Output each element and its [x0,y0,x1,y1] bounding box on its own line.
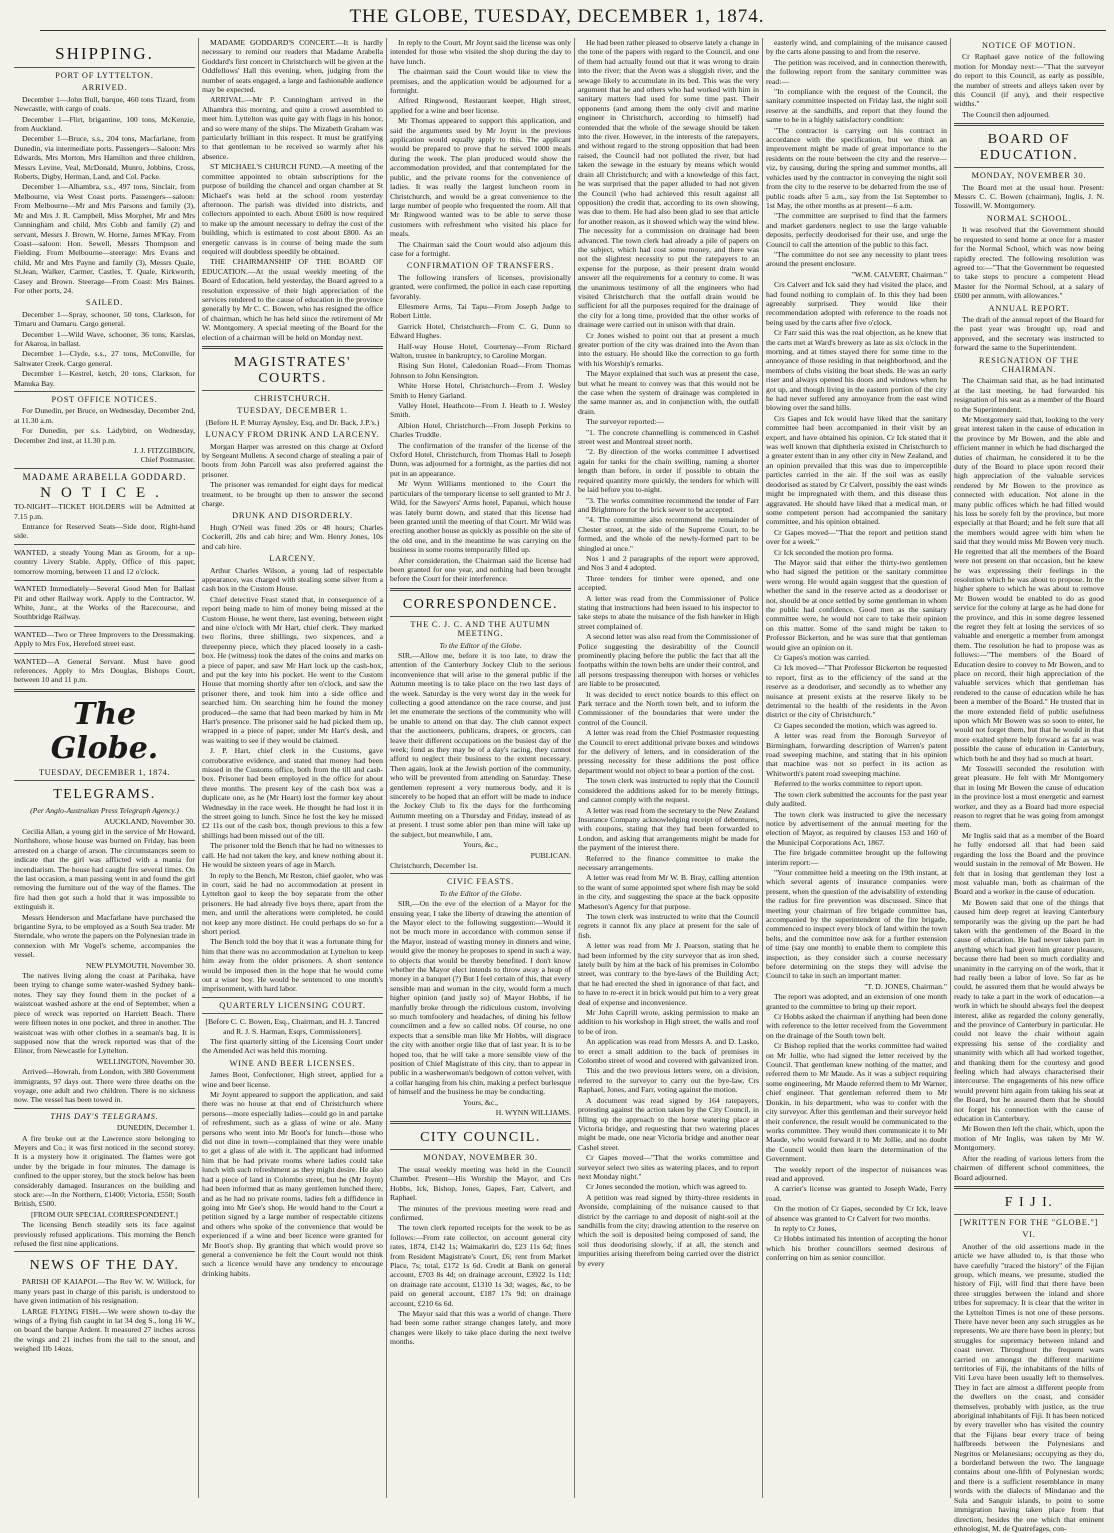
court-text: The Bench told the boy that it was a fortunate thing for him that there was no accommodation at Lyttelton to keep him away from the older prisoners. A short sentence would be imposed then in the hope that he would come out a wiser boy. He would be sentenced to one month's imprisonment, with hard labor. [202,937,383,994]
court-text: J. P. Hart, chief clerk in the Customs, gave corroborative evidence, and stated that money had been missed in the Customs office, both from the till and cash-box. Prisoner had been employed in the office for about three months. The present key of the cash box was a duplicate one, as he (Mr Heart) lost the former key about Wednesday in the race week. He thought he had lost it in the street going to lunch. Since he lost the key he missed £2 11s out of the cash box, though previous to this a few shillings had been missed out of the till. [202,746,383,840]
column-rule [950,38,951,1498]
board-text: After the reading of various letters from the chairmen of different school committees, the Board adjourned. [954,1153,1104,1182]
court-text: In reply to the Court, Mr Joynt said the license was only intended for those who visited the shop during the day to have lunch. [390,38,571,66]
arrival-entry: December 1—Flirt, brigantine, 100 tons, McKenzie, from Auckland. [14,114,195,134]
telegrams-source: (Per Anglo-Australian Press Telegraph Agency.) [30,806,179,816]
council-text: Cr Bishop replied that the works committee had waited on Mr Jollie, who had signed the letter received by the Council. That gentleman knew nothing of the matter, and referred them to Mr Maude. As it was a subject requiring some engineering, Mr Maude referred them to Mr Warner, chief engineer. That gentleman referred them to Mr Donkin, in his department, who was to confer with the city surveyor. After this gentleman and their surveyor held their conference, the result would be communicated to the works committee. They would then communicate it to Mr Maude, who would forward it to Mr Jollie, and no doubt the Council would then learn the determination of the Government. [766,1041,947,1164]
court-text: Mr Joynt appeared to support the application, and said there was no house at that end of Christchurch where persons—more especially ladies—could go in and partake of refreshment, such as a glass of wine or ale. Many persons who went into Mr Boot's for lunch—those who did not dine in town—complained that they were unable to get a glass of ale with it. The applicant had informed him that he had private rooms where ladies could take lunch with such refreshment as they might desire. He also had a piece of land in Colombo street, but he (Mr Joynt) had been informed that as many gentlemen lunched there, and as he had no private rooms, ladies felt a diffidence in going into Mr Gee's shop. He would hand to the Court a petition signed by a large number of respectable citizens and others who spoke of the convenience that would be experienced if a wine and beer licence were granted for Mr Boot's shop. By granting that which would prove so general a convenience he felt the Court would not think such a licence would have any tendency to encourage drinking habits. [202,1090,383,1278]
divider [14,626,195,627]
notice-text: Entrance for Reserved Seats—Side door, Right-hand side. [14,522,195,541]
telegram-text: Arrived—Howrah, from London, with 380 Government immigrants, 97 days out. There were three deaths on the voyage, one adult and two children. There is no sickness now. The vessel has been towed in. [14,1067,195,1105]
court-text: Mr Wynn Williams mentioned to the Court the particulars of the temporary license to sell granted to Mr J. Wild, for the Sawyers' Arms hotel, Papanui, which house was lately burnt down, and stated that this license had been granted until the meeting of that Court. Mr Wild was erecting another house as quickly as possible on the site of the old one, and in the meantime he was carrying on the business in some rooms temporarily filled up. [390,479,571,555]
letter-closing: Yours, &c., [462,1097,499,1107]
telegram-place: NEW PLYMOUTH, November 30. [85,960,195,970]
case-heading: LUNACY FROM DRINK AND LARCENY. [205,430,380,440]
council-text: The town clerk was instructed to write that the Council regrets it cannot fix any place at present for the sale of fish. [578,911,759,940]
globe-nameplate: The Globe. [50,696,159,766]
council-text: The minutes of the previous meeting were read and confirmed. [390,1203,571,1222]
news-item: PARISH OF KAIAPOI.—The Rev W. W. Willock, for many years past in charge of this parish, is understood to have given intimation of his resignation. [14,1277,195,1306]
news-item: MADAME GODDARD'S CONCERT.—It is hardly necessary to remind our readers that Madame Arabella Goddard's first concert in Christchurch will be given at the Oddfellows' Hall this evening, when, judging from the number of seats engaged, a large and fashionable audience may be expected. [202,38,383,95]
telegram-place: AUCKLAND, November 30. [104,816,195,826]
council-text: Mr John Caprill wrote, asking permission to make an addition to his workshop in High street, the walls and roof to be of iron. [578,1008,759,1036]
court-text: Alfred Ringwood, Restaurant keeper, High street, applied for a wine and beer license. [390,96,571,115]
council-text: Crs Calvert and Ick said they had visited the place, and had found nothing to complain of. In this they had been agreeably surprised. They would like their recommendation adopted with reference to the roads not being used by the carts after five o'clock. [766,280,947,327]
column-3 [390,38,571,1498]
news-item: ST MICHAEL'S CHURCH FUND.—A meeting of the committee appointed to obtain subscriptions for the purpose of building the chancel and organ chamber at St Michael's was held at the school room yesterday afternoon. The parish was divided into districts, and collectors appointed to each. About £600 is now required to make up the amount necessary to defray the cost of the building, which is estimated to cost about £800. As an energetic canvass is in course of being made the sum required will doubtless speedily be obtained. [202,162,383,256]
news-item: ARRIVAL.—Mr P. Cunningham arrived in the Alhambra this morning, and quite a crowd assembled to meet him. Lyttelton was quite gay with flags in his honor, and so were many of the ships. The Mizabeth Graham was particularly brilliant in this respect. It must be gratifying to that gentleman to be received so warmly after his absence. [202,95,383,161]
council-text: On the motion of Cr Gapes, seconded by Cr Ick, leave of absence was granted to Cr Calvert for two months. [766,1204,947,1223]
council-text: The town clerk reported receipts for the week to be as follows:—From rate collector, on account general city rates, 1874, £142 1s; Waimakariri do, £23 11s 6d; fines from Resident Magistrate's Court, £6; rent from Market Place, 7s; total, £172 1s 6d. Credit at Bank on general account, £703 8s 4d; on drainage account, £3922 1s 11d; on drainage rate account, £1310 1s 3d; wages, &c, to be paid on general account, £187 17s 9d; on drainage account, £210 6s 6d. [390,1223,571,1308]
wanted-ad: WANTED Immediately—Several Good Men for Ballast Pit and other Railway work. Apply to the Contractor, W. White, Junr., at the Works of the Racecourse, and Southbridge Railway. [14,584,195,622]
council-text: The Mayor said that this was a world of change. There had been some rather strange changes lately, and more changes were likely to take place during the next twelve months. [390,1308,571,1347]
council-text: A letter was read from the secretary to the New Zealand Insurance Company acknowledging receipt of debentures, with coupons, stating that they had been forwarded to London, and asking that arrangements might be made for the payment of the interest there. [578,805,759,853]
telegram-text: Cecilia Allan, a young girl in the service of Mr Howard, Northshore, whose house was burned on Friday, has been arrested on a charge of arson. The circumstances seem to indicate that the girl was afflicted with a mania for incendiarism. The house had caught fire several times. On the last occasion, a man passing went in and found the girl removing the furniture out of the way of the flames. The fire had then got such a hold that it was impossible to extinguish it. [14,826,195,912]
council-text: A second letter was also read from the Commissioner of Police suggesting the desirability of the Council prominently placing before the public the fact that all the footpaths within the town belts are under their control, and all persons trespassing thereupon with horses or vehicles are liable to be prosecuted. [578,632,759,689]
letter-heading: CIVIC FEASTS. [446,877,515,887]
council-text: Cr Gapes seconded the motion, which was agreed to. [774,720,938,730]
council-text: "1. The concrete channelling is commenced in Cashel street west and Montreal street north. [578,427,759,447]
arrival-entry: December 1—John Bull, barque, 460 tons Tizard, from Newcastle, with cargo of coals. [14,94,195,114]
council-text: Cr Hobbs intimated his intention of accepting the honor which his brother councillors seemed desirous of conferring on him as senior councillor. [766,1234,947,1263]
sailing-entry: December 1—Kestrel, ketch, 20 tons, Clarkson, for Manuka Bay. [14,369,195,388]
council-text: Cr Farr said this was the real objection, as he knew that the carts met at Ward's brewery as late as six o'clock in the morning, and at times stayed there for some time to the annoyance of those residing in that neighborhood, and the members of clubs visiting the boat sheds. He was an early riser and always opened his doors and windows when he got up, and though living in the eastern portion of the city he had never suffered any annoyance from the east wind blowing over the sand hills. [766,328,947,413]
board-heading: BOARD OF EDUCATION. [979,132,1079,164]
council-text: The surveyor reported:— [586,417,665,427]
council-text: Referred to the works committee to report upon. [774,779,923,789]
board-text: The Board met at the usual hour. Present: Messrs C. C. Bowen (chairman), Inglis, J. N. Tosswill, W. Montgomery. [954,182,1104,211]
news-item: LARGE FLYING FISH.—We were shown to-day the wings of a flying fish caught in lat 34 deg S., long 16 W., on board the barque Ardent. It measured 27 inches across the wings and 21 inches from the tail to the snout, and weighed 1lb 14ozs. [14,1306,195,1354]
letter-text: SIR,—On the eve of the election of a Mayor for the ensuing year, I take the liberty of drawing the attention of the Mayor elect to the following suggestion:—Would it not be much more in accordance with common sense if the Mayor, instead of wasting money in dinners and wine, would give the money he proposes to spend in such a way, to objects that would be thereby benefited. I don't know whether the Mayor elect intends to throw away a heap of money in a banquet (?) But I feel certain of this, that every sensible man and woman in the city, would form a much higher opinion (and justly so) of Mayor Hobbs, if he manfully broke through the ridiculous custom, involving so much tomfoolery and headaches, of dining his fellow councilmen and a few so called nobs. Of course, no one expects that a sensible man like Mr Hobbs, will disgrace the city with another orgie like that of last year. It is to be hoped too, that he will take a more sensible view of the position of Chief Magistrate of this city, than to appear in public in a washerwoman's bedgown of cotton velvet, with a collar hanging from his chin, making a perfect burlesque of himself and the business he may be conducting. [390,899,571,1097]
council-text: easterly wind, and complaining of the nuisance caused by the carts alone passing to and from the reserve. [766,38,947,57]
transfer-entry: Albion Hotel, Christchurch—From Joseph Perkins to Charles Truddle. [390,420,571,440]
court-before: (Before H. P. Murray Aynsley, Esq, and Dr. Back, J.P.'s.) [205,417,380,427]
divider [14,780,195,781]
council-text: A letter was read from Mr W. B. Bray, calling attention to the want of some appointed spot where fish may be sold in the city, and suggesting the space at the back opposite Matheson's Agency for that purpose. [578,873,759,911]
court-text: The prisoner told the Bench that he had no witnesses to call. He had not taken the key, and knew nothing about it. He would be sixteen years of age in March. [202,841,383,870]
transfer-entry: Half-way House Hotel, Courtenay—From Richard Walton, trustee in bankruptcy, to Caroline Morgan. [390,341,571,360]
court-text: Chief detective Feast stated that, in consequence of a report being made to him of money being missed at the Custom House, he went there, last evening, between eight and nine o'clock with Mr Hart, chief clerk. They marked two florins, three shillings, two sixpences, and a threepenny piece, which they placed loosely in a cash-box. He (witness) took the dates of the coins and marks on a piece of paper, and saw Mr Hart lock up the cash-box, and put the key into his pocket. He went to the Custom House that morning shortly after ten o'clock, and saw the prisoner there, and took him into a side office and searched him. On searching him he found the money produced—the same that had been marked by him in Mr Hart's presence. The prisoner said he had picked them up, wrapped in a piece of paper, under Mr Hart's desk, and was waiting to see if they would be claimed. [202,594,383,745]
council-text: "Your committee held a meeting on the 19th instant, at which several agents of insurance companies were present, when the question of the advisability of extending the radius for fire prevention was discussed. Since that meeting your chairman of fire brigade committee has, accompanied by the superintendent of the fire brigade, commenced to inspect every block of land within the town belts, and the committee now ask for a further extension of time (say one month) to enable them to complete this inspection, as they consider such a course necessary before determining on the steps they will advise the Council to take in such an important matter. [766,867,947,981]
case-heading: CONFIRMATION OF TRANSFERS. [406,261,555,271]
fiji-number: VI. [1022,1230,1036,1240]
report-signature: "W.M. CALVERT, Chairman." [851,269,947,279]
telegram-text: Messrs Henderson and Macfarlane have purchased the brigantine Syra, to be employed as a South Sea trader. Mr Sterndale, who wrote the papers on the Polynesian trade in connexion with Mr Vogel's scheme, accompanies the vessel. [14,912,195,960]
post-notice: For Dunedin, per Bruce, on Wednesday, December 2nd, at 11.30 a.m. [14,406,195,425]
council-text: A letter was read from the Chief Postmaster requesting the Council to erect additional private boxes and windows for the delivery of letters, and in consideration of the pressing necessity for these additions the post office department would not object to bear a portion of the cost. [578,728,759,775]
council-text: A letter was read from the Borough Surveyor of Birmingham, forwarding description of Warren's patent road sweeping machine, and stating that in his opinion that machine was not so perfect in its action as Whitworth's patent road sweeping machine. [766,731,947,778]
board-text: The Chairman said that, as he had intimated at the last meeting, he had forwarded his resignation of his seat as a member of the Board to the Superintendent. [954,376,1104,414]
divider [954,123,1104,126]
court-text: James Boot, Confectioner, High street, applied for a wine and beer license. [202,1070,383,1089]
transfer-entry: Garrick Hotel, Christchurch—From C. G. Dunn to Edward Hughes. [390,321,571,341]
transfer-entry: Rising Sun Hotel, Caledonian Road—From Thomas Johnson to John Kensington. [390,361,571,380]
council-text: The town clerk submitted the accounts for the past year duly audited. [766,789,947,809]
telegram-place: WELLINGTON, November 30. [96,1056,195,1066]
board-text: Mr Tosswill seconded the resolution with great pleasure. He felt with Mr Montgomery that in losing Mr Bowen the cause of education in the province lost a most energetic and earnest worker, and they as a Board had more especial reason to regret that he was going from amongst them. [954,764,1104,830]
council-text: The town clerk was instructed to give the necessary notice by advertisement of the annual meeting for the election of Mayor, as required by clauses 153 and 160 of the Municipal Corporations Act, 1867. [766,809,947,847]
news-item: THE CHAIRMANSHIP OF THE BOARD OF EDUCATION.—At the usual weekly meeting of the Board of Education, held yesterday, the Board agreed to a resolution expressive of their high appreciation of the services rendered to the cause of education in the province generally by Mr C. C. Bowen, who has resigned the office of chairman, which he has held since the retirement of Mr W. Montgomery. A special meeting of the Board for the election of a chairman will be held on Monday next. [202,257,383,342]
column-rule [762,38,763,1498]
divider [202,346,383,349]
court-text: Morgan Harper was arrested on this charge at Oxford by Sergeant Mullens. A second charge of stealing a pair of boots from John Parcell was also preferred against the prisoner. [202,441,383,479]
board-text: Mr Bowen said that one of the things that caused him deep regret at leaving Canterbury temporarily was the giving up the part he had taken with the gentlemen of the Board in the cause of education. He had never taken part in anything which had given him greater pleasure, because there had been so much cordiality and unanimity in the carrying on of the work, that it had really been a labor of love. So far as he could, he assured them that he would always be ready to take a part in the work of education—a work in which he should always feel the deepest interest, alike as regarded the colony generally, and the province of Canterbury in particular. He could not leave the chair without again expressing his sense of the cordiality and unanimity with which all had worked together, and thanking them for the courtesy and good feeling which had always characterised their intercourse. The engagements of his new office would prevent him again from taking his seat at the Board, but he assured them that he should not forget his connection with the cause of education in Canterbury. [954,897,1104,1124]
transfer-entry: Valley Hotel, Heathcote—From J. Heath to J. Wesley Smith. [390,401,571,420]
council-text: In reply to Cr Jones, [774,1223,837,1233]
council-text: "The contractor is carrying out his contract in accordance with the specification, but we think an improvement might be made of great importance to the residents on the route between the city and the reserve—viz, by causing, during the spring and summer months, all vehicles used by the contractor in conveying the night soil from the city to the reserve to be debarred from the use of public roads after 5 a.m., say from the 1st September to 1st May, the other months as at present—6 a.m. [766,125,947,210]
council-text: A letter was read from the Commissioner of Police stating that instructions had been issued to his inspector to take steps to abate the nuisance of the fish hawker in High street complained of. [578,593,759,631]
court-text: After consideration, the Chairman said the license had been granted for one year, and nothing had been brought before the Court for their interference. [390,555,571,584]
letter-address: To the Editor of the Globe. [439,888,522,898]
christchurch-heading: CHRISTCHURCH. [254,394,331,403]
letter-address: To the Editor of the Globe. [439,640,522,650]
case-heading: LARCENY. [269,554,316,564]
court-text: The Chairman said the Court would also adjourn this case for a fortnight. [390,239,571,258]
divider [390,616,571,617]
council-text: Cr Ick seconded the motion pro forma. [774,547,894,557]
board-subheading: ANNUAL REPORT. [988,303,1070,313]
fiji-subheading: [WRITTEN FOR THE "GLOBE."] [959,1217,1099,1227]
court-text: The first quarterly sitting of the Licensing Court under the Amended Act was held this morning. [202,1037,383,1056]
board-text: It was resolved that the Government should be requested to send home at once for a master for the Normal School, which was now being rapidly erected. The following resolution was agreed to:—"That the Government be requested to take steps to procure a competent Head Master for the Normal School, at a salary of £600 per annum, with allowances." [954,225,1104,301]
column-6 [954,38,1104,1533]
council-text: Cr Raphael gave notice of the following motion for Monday next:—"That the surveyor do report to this Council, as early as possible, the number of streets and alleys taken over by this Council (if any), and their respective widths." [954,52,1104,109]
divider [14,580,195,581]
wanted-ad: WANTED—Two or Three Improvers to the Dressmaking. Apply to Mrs Fox, Hereford street east. [14,629,195,649]
port-heading: PORT OF LYTTELTON. [55,71,154,80]
arrived-heading: ARRIVED. [81,83,128,93]
divider [14,544,195,545]
arrival-entry: December 1—Bruce, s.s., 204 tons, Macfarlane, from Dunedin, via intermediate ports. Passengers—Saloon: Mrs Edwards, Mrs Morton, Mrs Hamilton and three children, Messrs Levine, Veal, McDonald, Munro, Jobbins, Cross, Roberts, Digby, Herman, Land, and Col. Packe. [14,134,195,182]
days-telegrams-heading: THIS DAY'S TELEGRAMS. [50,1111,159,1121]
divider [14,67,195,68]
council-text: Crs Gapes and Ick would have liked that the sanitary committee had been accompanied in their visit by an expert, and have obtained his opinion. Cr Ick stated that it was well known that diphtheria existed in Christchurch to a greater extent than in any other city in New Zealand, and an opinion prevailed that this was due to imperceptible particles carried in the air. If the soil was as easily deodorised as stated by Cr Calvert, possibly the east winds might be impregnated with them, and this disease thus aggravated. He should have liked that a medical man, or some competent person had accompanied the sanitary committee, and his opinion obtained. [766,413,947,527]
telegram-place: DUNEDIN, December 1. [116,1123,195,1133]
divider [14,468,195,469]
post-notice: For Dunedin, per s.s. Ladybird, on Wednesday, December 2nd inst, at 11.30 p.m. [14,426,195,445]
post-office-heading: POST OFFICE NOTICES. [51,395,158,404]
divider [954,1186,1104,1189]
court-text: The prisoner was remanded for eight days for medical treatment, to be brought up then to answer the second charge. [202,480,383,509]
council-text: The petition was received, and in connection therewith, the following report from the sanitary committee was read:— [766,57,947,86]
letter-heading: THE C. J. C. AND THE AUTUMN MEETING. [410,619,551,639]
court-text: Arthur Charles Wilson, a young lad of respectable appearance, was charged with stealing some silver from a cash box in the Custom House. [202,565,383,594]
council-text: The Mayor said that either the thirty-two gentlemen who had signed the petition or the sanitary committee were wrong. He would again suggest that the question of whether the sand in the reserve acted as a deodoriser or not, should be at once settled by some gentleman in whom the public had confidence. Good men as the sanitary committee were, he would not care to take their opinion on this matter. Some of the sand might be taken to Professor Bickerton, and he was sure that that gentleman would give an opinion on it. [766,557,947,652]
letter-place: Christchurch, December 1st. [390,860,478,870]
council-text: An application was read from Messrs A. and D. Lasko, to erect a small addition to the back of premises in Colombo street of wood and covered with galvanized iron. [578,1037,759,1066]
wanted-ad: WANTED, a steady Young Man as Groom, for a up-country Livery Stable. Apply, Office of this paper, tomorrow morning, between 11 and 12 o'clock. [14,547,195,576]
council-text: Cr Jones wished to point out that at present a much greater portion of the city was drained into the Avon than into the estuary. He should like the correction to go forth with his Worship's remarks. [578,330,759,368]
council-text: A letter was read from Mr J. Pearson, stating that he had been informed by the city surveyor that as iron shed, lately built by him at the back of his premises in Colombo street, was contrary to the bye-laws of the Building Act; that he had erected the shed in ignorance of that fact, and to have to re-erect it in brick would put him to a very great deal of expense and inconvenience. [578,941,759,1007]
court-text: The chairman said the Court would like to view the premises, and the application would be adjourned for a fortnight. [390,67,571,96]
board-subheading: NORMAL SCHOOL. [986,213,1072,223]
council-text: A petition was read signed by thirty-three residents in Avonside, complaining of the nuisance caused to that district by the carriage to and deposit of night-soil at the sandhills from the city; drawing attention to the reserve on which the soil is deposited being composed of sand, the soil thus deodorising slowly, if at all, the stench and impurities arising therefrom being carried over the district by every [578,1192,759,1268]
column-rule [574,38,575,1498]
court-text: In reply to the Bench, Mr Reston, chief gaoler, who was in court, said he had no accommodation at present in Lyttelton gaol to keep the boy separate from the other prisoners. He had already five boys there, apart from the men, and until the alterations were completed, he could not keep any more distinct. He could perhaps do so for a short period. [202,870,383,936]
council-text: He had been rather pleased to observe lately a change in the tone of the papers with regard to the Council, and one of them had actually found out that it was wrong to drain into the river; that the Avon was a sluggish river, and the sewage likely to accumulate in its bed. This was the very argument that he and others who had worked with him in sanitary matters had used for some time past. Their opponents (and among them the only civil and marine engineer in Christchurch, according to himself) had contended that the whole of the sewage should be taken into the river. However, in the interests of the ratepayers, and without regard to the strong opposition that had been raised, the Council had not polluted the river, but had taken the sewage in the estuary by means which would drain all Christchurch; and with a knowledge of this fact, he was surprised that the paper alluded to had not given the Council (who had achieved this result against all opposition) the credit that, according to its own showing, was due to them. He had also been glad to see that article for another reason, as it showed which way the wind blew. The necessity for a commission on drainage had been advanced. The town clerk had already a pile of papers on the subject, which had cost some money, and there was not the slightest necessity to put the ratepayers to an expense for the purpose, as their present drain would answer all the requirements for a century to come. It was the unanimous testimony of all the engineers who had visited Christchurch that the outfall drain would be sufficient for all the purposes required for the drainage of the city for a long time, provided that the other works of drainage were carried out in unison with that drain. [578,38,759,330]
sailing-entry: December 1—Wild Wave, schooner, 36 tons, Karslas, for Akaroa, in ballast. [14,329,195,348]
council-text: Cr Ick moved—"That Professor Bickerton be requested to report, first as to the efficiency of the sand at the reserve as a deodoriser, and secondly as to whether any nuisance at present exists at the reserve likely to be detrimental to the health of the residents in the Avon district or the city of Christchurch." [766,663,947,720]
divider [14,689,195,692]
transfer-entry: Ellesmere Arms, Tai Tapu—From Joseph Judge to Robert Little. [390,301,571,321]
board-text: Mr Montgomery said that, looking to the very great interest taken in the cause of education in the province by Mr Bowen, and the able and efficient manner in which he had discharged the duties of chairman, he considered it to be the duty of the Board to place upon record their high appreciation of the valuable services rendered by Mr Bowen to the province as connected with education. Not alone in the many public offices which he had filled would his loss be sorely felt by the province, but more especially at that Board; and he felt sure that all the members would agree with him when he said that they would miss Mr Bowen very much. He regretted that all the members of the Board were not present on that occasion, but he knew he was expressing their feelings in the resolution which he was about to propose. In the higher sphere to which he was about to remove Mr Bowen would be enabled to do as good service for the colony at large as he had done for the province, and this in some degree lessened the regret they felt at losing the services of so valuable and energetic a member from amongst them. The resolution he had to propose was as follows:—"The members of the Board of Education desire to convey to Mr Bowen, and to place on record, their high appreciation of the valuable services which that gentleman has rendered to the cause of education while he has been a member of the Board." He trusted that in the more extended field of public usefulness upon which Mr Bowen was so soon to enter, he would not forget them, but that he would in that more exalted sphere help forward as far as was possible the cause of education in Canterbury, which both he and they had so much at heart. [954,415,1104,763]
correspondent-note: [FROM OUR SPECIAL CORRESPONDENT.] [31,1209,178,1219]
council-text: The Council then adjourned. [962,109,1050,119]
divider [390,1149,571,1150]
council-text: "3. The works committee recommend the tender of Farr and Brightmore for the brick sewer to be accepted. [578,495,759,514]
masthead-rule [40,30,1106,31]
council-date: MONDAY, NOVEMBER 30. [423,1153,538,1163]
case-heading: WINE AND BEER LICENSES. [229,1058,356,1068]
correspondence-heading: CORRESPONDENCE. [402,596,559,612]
city-council-heading: CITY COUNCIL. [420,1130,541,1146]
divider [390,1121,571,1124]
notice-word: NOTICE. [40,485,169,502]
motion-heading: NOTICE OF MOTION. [981,41,1077,50]
divider [202,1013,383,1014]
column-rule [386,38,387,1498]
council-text: It was decided to erect notice boards to this effect on Park terrace and the North town belt, and to inform the Commissioner of the boundaries that were under the control of the Council. [578,689,759,727]
council-text: Cr Jones seconded the motion, which was agreed to. [586,1182,747,1192]
case-heading: DRUNK AND DISORDERLY. [232,511,353,521]
divider [390,873,571,874]
column-5 [766,38,947,1498]
divider [202,997,383,998]
divider [954,167,1104,168]
board-date: MONDAY, NOVEMBER 30. [971,171,1087,181]
court-text: Hugh O'Neil was fined 20s or 48 hours; Charles Cockerill, 20s and cab hire; and Wm. Henry Jones, 10s and cab hire. [202,522,383,551]
dateline: TUESDAY, DECEMBER 1, 1874. [38,766,171,777]
council-text: A document was read signed by 164 ratepayers, protesting against the action taken by the City Council, in filling up the approach to the horse watering place at Victoria bridge, and requesting that two watering places might be made, one near Victoria bridge and another near Cashel street. [578,1095,759,1152]
board-text: The draft of the annual report of the Board for the past year was brought up, read and approved, and the secretary was instructed to forward the same to the Superintendent. [954,314,1104,353]
goddard-ad-heading: MADAME ARABELLA GODDARD. [22,471,187,482]
council-text: The weekly report of the inspector of nuisances was read and approved. [766,1164,947,1183]
council-text: "The committee are surprised to find that the farmers and market gardeners neglect to use the large valuable deposits, perfectly deodorised for their use, and urge the Council to call the attention of the public to this fact. [766,211,947,249]
council-text: Nos 1 and 2 paragraphs of the report were approved, and Nos 3 and 4 adopted. [578,553,759,573]
notice-text: TO-NIGHT—TICKET HOLDERS will be Admitted at 7.15 p.m. [14,502,195,521]
council-text: The report was adopted, and an extension of one month granted to the committee to bring up their report. [766,992,947,1011]
divider [14,1251,195,1252]
sailing-entry: December 1—Clyde, s.s., 27 tons, McConville, for Saltwater Creek. Cargo general. [14,349,195,368]
column-1 [14,38,195,1498]
council-text: Cr Gapes moved—"That the report and petition stand over for a week." [766,527,947,547]
council-text: The Mayor explained that such was at present the case, but what he meant to convey was that this would not be the case when the system of drainage was completed in the same manner as, and in conjunction with, the outfall drain. [578,369,759,416]
council-text: Cr Gapes's motion was carried. [774,653,870,662]
letter-text: SIR,—Allow me, before it is too late, to draw the attention of the Canterbury Jockey Club to the serious inconvenience that will arise to the general public if the Autumn meeting is to take place on the two last days of the week. Saturday is the very worst day in the week for collecting a good attendance on the race course, and just let me enumerate the sections of the community who will be unable to attend on that day. The club cannot expect that the auctioneers, publicans, drapers, or grocers, can leave their different occupations on the busiest day of the week; fond as they may be of a day's racing, they cannot afford to neglect their business to the extent necessary. Then again, look at the Jewish portion of the community, who will be prevented from attending on Saturday. These gentlemen represent a very numerous body, and it is sincerely to be hoped that an effort will be made to induce the Jockey Club to fix the days for the forthcoming Autumn meeting on a Thursday and Friday, instead of as at present. I trust some abler pen than mine will take up the subject, but meanwhile, I am, [390,650,571,839]
divider [14,1108,195,1109]
arrival-entry: December 1—Alhambra, s.s., 497 tons, Sinclair, from Melbourne, via West Coast ports. Passengers—saloon: From Melbourne—Mr and Mrs Parsons and family (3), Mr and Mrs J. R. Campbell, Miss Morphet, Mr and Mrs Cunningham and child, Mrs Cobb and family (2) and servant, Messrs J. Brown, W. Horne, James M'Kay. From Coast—saloon: Hon. Sewell, Messrs Thompson and Fielding. From Melbourne—steerage: Mrs Evans and child, Mr and Mrs Payne and family (3), Messrs Quale, St.Jean, Walker, Carmer, Castles, T. Quale, Kirkworth, Casey and Brown. Steerage—From Coast: Mrs Baines. For other ports, 24. [14,182,195,295]
post-signature: J. J. FITZGIBBON, [133,446,195,456]
board-text: Mr Inglis said that as a member of the Board he fully endorsed all that had been said regarding the loss the Board and the province would sustain in the removal of Mr Bowen. He felt that in losing that gentleman they lost a most valuable man, both as chairman of the Board and a worker in the cause of education. [954,830,1104,897]
court-text: The confirmation of the transfer of the license of the Oxford Hotel, Christchurch, from Thomas Hall to Joseph Dunn, was adjourned for a fortnight, as the parties did not put in an appearance. [390,440,571,478]
letter-signature: H. WYNN WILLIAMS. [495,1108,571,1118]
council-text: A carrier's license was granted to Joseph Wade, Ferry road. [766,1184,947,1203]
telegram-text: The licensing Bench steadily sets its face against previously refused applications. This morning the Bench refused the first nine applications. [14,1220,195,1249]
council-text: Cr Hobbs asked the chairman if anything had been done with reference to the letter received from the Government on the drainage of the South town belt. [766,1012,947,1040]
court-text: Mr Thomas appeared to support this application, and said the arguments used by Mr Joynt in the previous application would equally apply to this. The applicant would be prepared to prove that he served 1000 meals during the week. The plan produced would show the accommodation provided, and that contemplated for the public, and the private rooms for the convenience of ladies. It was really the largest luncheon room in Christchurch, and would be a great convenience to the large number of people who frequented the room. All that Mr Ringwood wanted was to be able to serve those customers with refreshment who visited his place for meals. [390,116,571,239]
licensing-heading: QUARTERLY LICENSING COURT. [219,1000,366,1010]
divider [954,1214,1104,1215]
council-text: Three tenders for timber were opened, and one accepted. [578,573,759,593]
wanted-ad: WANTED—A General Servant. Must have good references. Apply to Mrs Douglas, Bishops Court, between 10 and 11 p.m. [14,656,195,685]
divider [390,588,571,591]
divider [202,390,383,391]
fiji-text: Another of the old assertions made in the article we have alluded to, is that those who have carefully "traced the history" of the Fijian group, which means, we presume, studied the history of Fiji, will find that there have been three struggles between the inland and shore tribes for supremacy. It is clear that the writer in the Lyttelton Times is not one of these persons. There have never been any such struggles as he represents. We are there have been in plenty; but struggles for supremacy between inland and coast never. Throughout the frequent wars carried on amongst the different maritime territories of Fiji, the inhabitants of the hills of Viti Levu have been usually left to themselves. They in fact are almost a different people from the dwellers on the coast, and consider themselves, probably with justice, as the true aboriginal inhabitants of Fiji. It has been noticed by every traveller who has visited the country that the Fijians bear every trace of being halfbreeds between the Polynesians and Negritos or Melanesians; occupying as they do, a borderland between the two. The language contains about one-fifth of Polynesian words; and there is a sufficient resemblance in many words with the dialects of Mindanao and the Sula and Sanguir islands, to point to some immigration having taken place from that direction, besides the one which that eminent ethnologist, M. de Quatrefages, con- [954,1241,1104,1533]
sailing-entry: December 1—Spray, schooner, 50 tons, Clarkson, for Timaru and Oamaru. Cargo general. [14,309,195,329]
column-rule [198,38,199,1498]
telegram-text: A fire broke out at the Lawrence store belonging to Meyers and Co.; it was first noticed in the second storey. It is a mystery how it originated. The flames were got under by the brigade in four minutes. The damage is confined to the upper storey, but the stock below has been considerably damaged. Insurances on the building and stock are:—In the Northern, £1400; Victoria, £550; South British, £500. [14,1133,195,1209]
fiji-heading: F I J I. [1004,1194,1054,1210]
transfer-entry: White Horse Hotel, Christchurch—From J. Wesley Smith to Henry Garland. [390,381,571,400]
news-heading: NEWS OF THE DAY. [29,1258,180,1274]
council-text: Cr Gapes moved—"That the works committee and surveyor select two sites as watering places, and to report next Monday night." [578,1153,759,1181]
column-4 [578,38,759,1498]
divider [14,653,195,654]
board-text: Mr Bowen then left the chair, which, upon the motion of Mr Inglis, was taken by Mr W. Montgomery. [954,1124,1104,1153]
court-text: The following transfers of licenses, provisionally granted, were confirmed, the police in each case reporting favorably. [390,272,571,301]
council-text: This and the two previous letters were, on a division, referred to the surveyor to carry out the bye-law, Crs Raphael, Jones, and Farr, voting against the motion. [578,1066,759,1095]
court-date: TUESDAY, DECEMBER 1. [237,406,348,416]
telegram-text: The natives living along the coast at Parihaka, have been trying to change some water-washed Sydney bank-notes. They say they found them in the pocket of a waistcoat washed ashore at the end of September, when a piece of wreck was reported on Harriett Beach. There were fifteen notes in one pocket, and three in another. The waistcoat was with other clothes in a seaman's bag. It is supposed now that the wreck reported was that of the Elinor, from Newcastle for Lyttelton. [14,971,195,1056]
council-text: The usual weekly meeting was held in the Council Chamber. Present—His Worship the Mayor, and Crs Hobbs, Ick, Bishop, Jones, Gapes, Farr, Calvert, and Raphael. [390,1164,571,1203]
court-before: [Before C. C. Bowen, Esq., Chairman, and H. J. Tancred and R. J. S. Harman, Esqrs, Commissioners]. [205,1017,380,1036]
telegrams-heading: TELEGRAMS. [53,787,156,803]
column-2 [202,38,383,1498]
council-text: Referred to the finance committee to make the necessary arrangements. [578,853,759,872]
council-text: The town clerk was instructed to reply that the Council considered the additions asked for to be merely fittings, and cannot comply with the request. [578,776,759,805]
shipping-heading: SHIPPING. [55,44,154,63]
magistrates-heading: MAGISTRATES' COURTS. [234,355,351,386]
council-text: "The committee do not see any necessity to plant trees around the present enclosure. [766,249,947,269]
report-signature: "T. D. JONES, Chairman." [864,981,947,991]
masthead-title: THE GLOBE, TUESDAY, DECEMBER 1, 1874. [349,6,765,27]
letter-closing: Yours, &c., [462,840,499,850]
board-subheading: RESIGNATION OF THE CHAIRMAN. [979,355,1079,374]
council-text: "4. The committee also recommend the remainder of Chester street, at the side of the Supreme Court, to be formed, and the whole of the newly-formed part to be shingled at once." [578,515,759,553]
letter-signature: PUBLICAN. [530,850,571,860]
divider [14,391,195,392]
post-signature-title: Chief Postmaster. [140,455,195,465]
council-text: "In compliance with the request of the Council, the sanitary committee inspected on Friday last, the night soil reserve at the sandhills, and report that they found the same to be in a highly satisfactory condition: [766,87,947,125]
council-text: "2. By direction of the works committee I advertised again for tanks for the chain swilling, naming a shorter length than before, in order if possible to obtain the required quantity more quickly, the tenders for which will be laid before you to-night. [578,447,759,495]
sailed-heading: SAILED. [85,298,124,308]
council-text: The fire brigade committee brought up the following interim report:— [766,848,947,867]
